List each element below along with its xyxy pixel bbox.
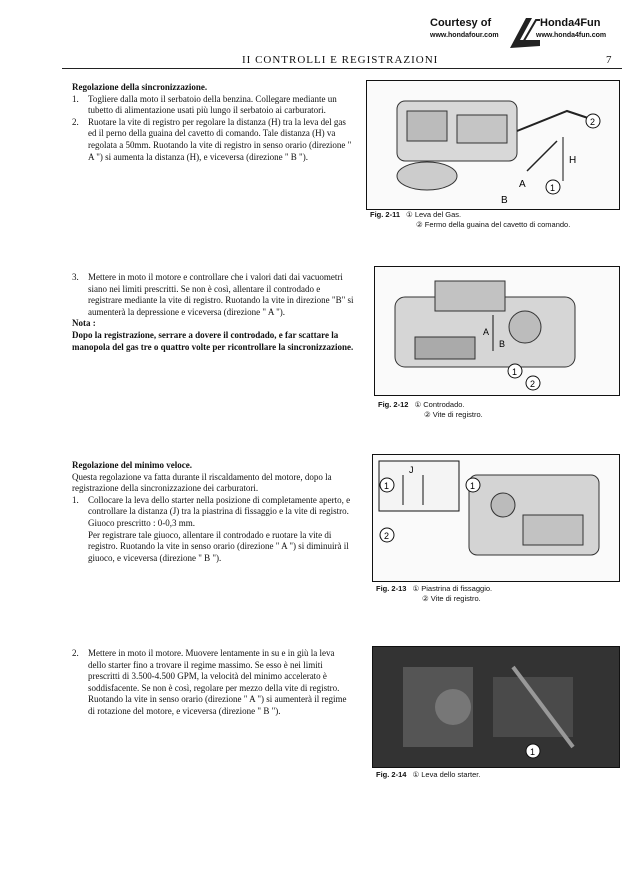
section3-heading: Regolazione del minimo veloce. [72, 460, 192, 470]
list-item: 1. Collocare la leva dello starter nella posizione di completamente aperto, e controllare la distanza (J) tra la piastrina di fissaggio e la vite di registro. [72, 495, 354, 518]
brand-name: Honda4Fun [540, 17, 601, 29]
figure-2-13-image [372, 454, 620, 582]
gap-spec: Giuoco prescritto : 0-0,3 mm. [88, 517, 195, 528]
section3-item1: Collocare la leva dello starter nella posizione di completamente aperto, e controllare la distanza (J) tra la piastrina di fissaggio e la vite di registro. [88, 494, 351, 517]
carburetor-throttle-drawing [367, 81, 619, 209]
note-text: Dopo la registrazione, serrare a dovere il controdado, e far scattare la manopola del gas tre o quattro volte per ricontrollare la sincronizzazione. [72, 329, 354, 352]
figure-2-14-caption: Fig. 2-14 ① Leva dello starter. [376, 770, 481, 779]
callout-1: 1 [512, 367, 518, 377]
callout-2: 2 [590, 117, 596, 127]
section3-item1b: Per registrare tale giuoco, allentare il controdado e ruotare la vite di registro. Ruotando la vite in senso orario (direzione " A ") si diminuirà il giuoco, e viceversa (direzione " B "). [88, 529, 349, 563]
section1-item2: Ruotare la vite di registro per regolare la distanza (H) tra la leva del gas ed il perno della guaina del cavetto di comando. Tale distanza (H) va regolata a 50mm. Ruotando la vite di registro in senso orario (direzione " A ") si aumenta la distanza (H), e viceversa (direzione " B "). [88, 116, 352, 162]
starter-plate-drawing [373, 455, 619, 581]
starter-lever-photo [373, 647, 619, 767]
section2-text [72, 272, 354, 353]
list-item: 1. Togliere dalla moto il serbatoio della benzina. Collegare mediante un tubetto di alimentazione usati più lungo il serbatoio ai carburatori. [72, 94, 354, 117]
label-J: J [409, 465, 414, 475]
label-B: B [499, 339, 506, 349]
url-right[interactable]: www.honda4fun.com [536, 32, 607, 39]
callout-2: 2 [384, 531, 390, 541]
figure-2-14-image [372, 646, 620, 768]
label-H: H [569, 155, 577, 166]
section4-item2: Mettere in moto il motore. Muovere lentamente in su e in giù la leva dello starter fino a trovare il regime massimo. Se esso è nei limiti prescritti di 3.500-4.500 GPM, la velocità del minimo accelerato è soddisfacente. Se non è così, regolare per mezzo della vite di registro. Ruotando la vite in senso orario (direzione " A ") si aumenterà il regime di rotazione del motore, e viceversa (direzione " B "). [88, 648, 347, 716]
header-divider [62, 68, 622, 69]
figure-2-12-image [374, 266, 620, 396]
figure-2-11-caption: Fig. 2-11 ① Leva del Gas. ② Fermo della guaina del cavetto di comando. [370, 210, 571, 229]
section1-heading: Regolazione della sincronizzazione. [72, 82, 208, 92]
url-left[interactable]: www.hondafour.com [430, 32, 499, 39]
callout-1: 1 [550, 183, 556, 193]
courtesy-label: Courtesy of [430, 17, 492, 29]
page-number: 7 [606, 54, 612, 66]
label-A: A [519, 179, 526, 190]
list-item: 2. Ruotare la vite di registro per regolare la distanza (H) tra la leva del gas ed il perno della guaina del cavetto di comando. Tale distanza (H) va regolata a 50mm. Ruotando la vite di registro in senso orario (direzione " A ") si aumenta la distanza (H), e viceversa (direzione " B "). [72, 117, 354, 163]
section1-text [72, 82, 354, 163]
section3-intro: Questa regolazione va fatta durante il riscaldamento del motore, dopo la registrazione della sincronizzazione dei carburatori. [72, 471, 332, 494]
figure-2-12-caption: Fig. 2-12 ① Controdado. ② Vite di registro. [378, 400, 483, 419]
note-label: Nota : [72, 318, 96, 329]
callout-1: 1 [530, 747, 536, 757]
section2-item3: Mettere in moto il motore e controllare che i valori dati dai vacuometri siano nei limiti prescritti. Se non è così, allentare il controdado e registrare mediante la vite di registro. Ruotando la vite in direzione "B" si aumenterà la depressione e viceversa (direzione " A "). [88, 272, 354, 317]
callout-2: 2 [530, 379, 536, 389]
callout-1: 1 [384, 481, 390, 491]
callout-1b: 1 [470, 481, 476, 491]
figure-2-11-image [366, 80, 620, 210]
section3-text [72, 460, 354, 564]
section1-item1: Togliere dalla moto il serbatoio della benzina. Collegare mediante un tubetto di alimentazione usati più lungo il serbatoio ai carburatori. [88, 93, 337, 116]
courtesy-logo [428, 14, 618, 60]
section4-text [72, 648, 354, 718]
label-B: B [501, 195, 508, 206]
list-item: 3. Mettere in moto il motore e controllare che i valori dati dai vacuometri siano nei limiti prescritti. Se non è così, allentare il controdado e registrare mediante la vite di registro. Ruotando la vite in direzione "B" si aumenterà la depressione e viceversa (direzione " A "). [72, 272, 354, 317]
vacuum-adjust-drawing [375, 267, 619, 395]
figure-2-13-caption: Fig. 2-13 ① Piastrina di fissaggio. ② Vite di registro. [376, 584, 493, 603]
label-A: A [483, 327, 490, 337]
section-title: II CONTROLLI E REGISTRAZIONI [242, 54, 439, 66]
list-item: 2. Mettere in moto il motore. Muovere lentamente in su e in giù la leva dello starter fino a trovare il regime massimo. Se esso è nei limiti prescritti di 3.500-4.500 GPM, la velocità del minimo accelerato è soddisfacente. Se non è così, regolare per mezzo della vite di registro. Ruotando la vite in senso orario (direzione " A ") si aumenterà il regime di rotazione del motore, e viceversa (direzione " B "). [72, 648, 354, 718]
